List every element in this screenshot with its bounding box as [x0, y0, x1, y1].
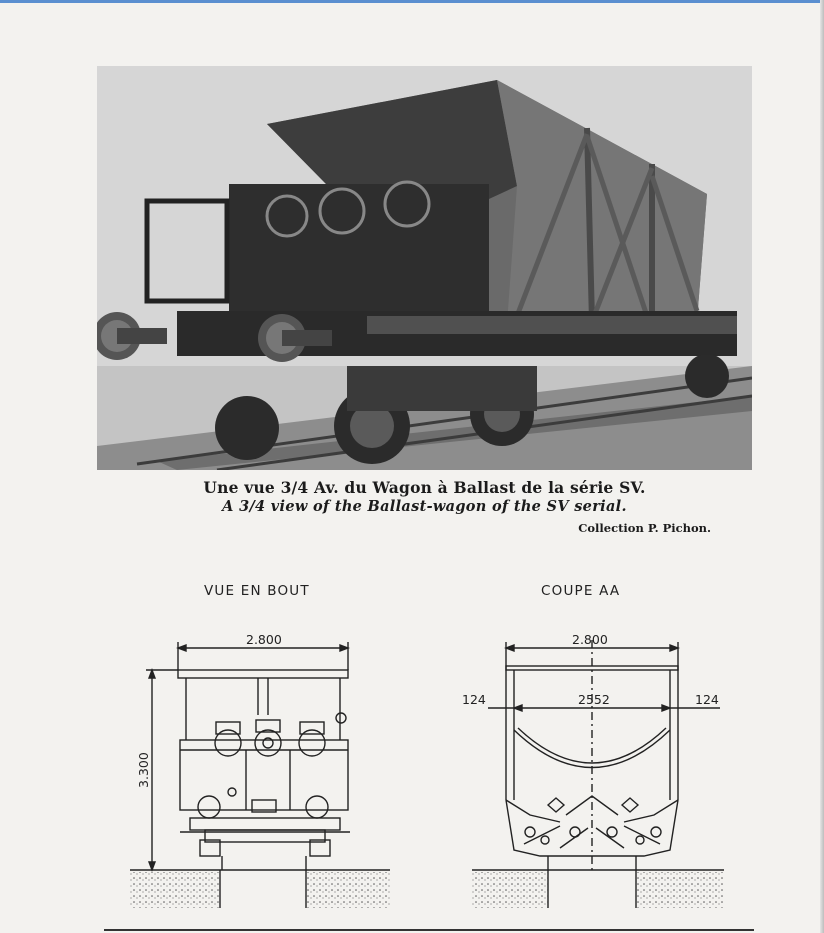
- end-view-drawing: [130, 642, 390, 908]
- photo-credit: Collection P. Pichon.: [578, 521, 711, 535]
- end-view-title: VUE EN BOUT: [204, 583, 310, 599]
- section-width-label: 2.800: [572, 632, 608, 647]
- section-left-margin-label: 124: [462, 692, 486, 707]
- caption-french: Une vue 3/4 Av. du Wagon à Ballast de la série SV.: [203, 478, 646, 497]
- section-view-drawing: [472, 640, 724, 908]
- section-view-title: COUPE AA: [541, 583, 621, 599]
- technical-drawings: [0, 600, 824, 933]
- page-top-edge: [0, 0, 824, 3]
- section-inner-label: 2552: [578, 692, 610, 707]
- section-right-margin-label: 124: [695, 692, 719, 707]
- wagon-photograph: [97, 66, 752, 470]
- end-view-width-label: 2.800: [246, 632, 282, 647]
- wagon-photo-illustration: [97, 66, 752, 470]
- bottom-rule: [104, 929, 754, 931]
- end-view-height-label: 3.300: [136, 752, 151, 788]
- caption-english: A 3/4 view of the Ballast-wagon of the SV serial.: [222, 498, 627, 515]
